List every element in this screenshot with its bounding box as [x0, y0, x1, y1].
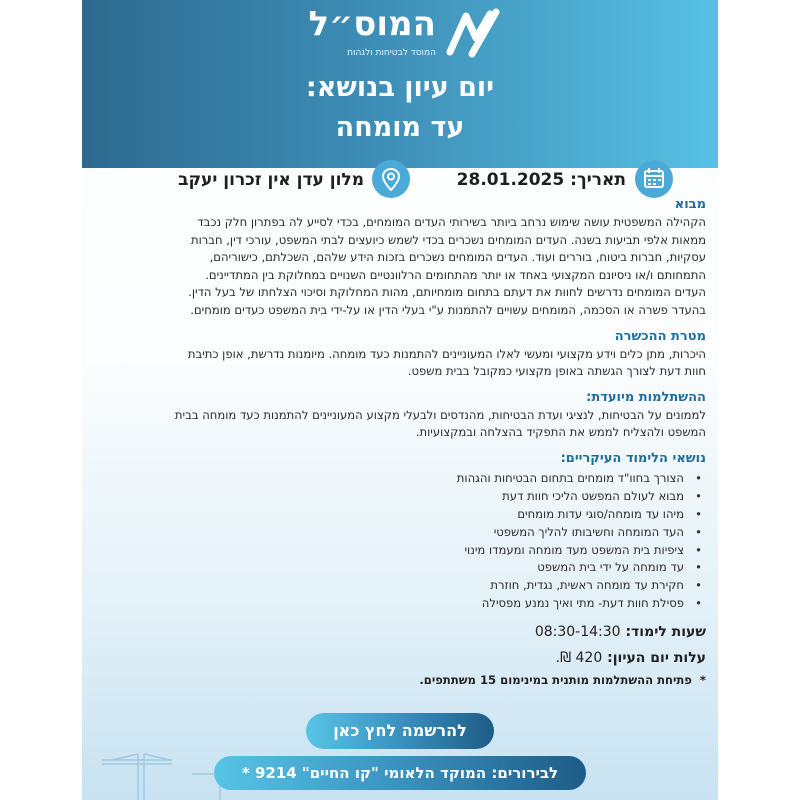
intro-heading: מבוא [674, 197, 706, 212]
topics-list [98, 470, 706, 613]
flyer-content [98, 196, 706, 689]
header-banner [82, 0, 718, 168]
audience-line: המשפט ולהצליח לממש את התפקיד בהצלחה ובמקצועיות. [415, 425, 706, 440]
brand-name: המוס״ל [308, 4, 436, 44]
inquiry-hotline-button[interactable]: לבירורים: המוקד הלאומי "קו החיים" 9214 * [214, 756, 586, 790]
event-location: מלון עדן אין זכרון יעקב [178, 170, 364, 190]
brand-tagline: המוסד לבטיחות ולגהות [347, 48, 436, 58]
topic-item: • העד המומחה וחשיבותו להליך המשפטי [98, 524, 684, 542]
goal-heading: מטרת ההכשרה [614, 328, 706, 344]
topic-item: • חקירת עד מומחה ראשית, נגדית, חוזרת [98, 577, 684, 595]
intro-line: התמחותם ו/או ניסיונם המקצועי באחד או יותר מהתחומים הרלוונטיים השנויים במחלוקת בין המתדיינים. [205, 267, 706, 282]
minimum-participants-note [98, 671, 706, 689]
event-title-line1: יום עיון בנושא: [305, 72, 495, 103]
logo-mark-icon [446, 8, 500, 58]
note-asterisk: * [699, 673, 706, 688]
intro-line: העדים המומחים נדרשים לחוות את דעתם בתחום מומחיותם, מהות המחלוקת וסיכוי הצלחתו של בעל הדין. [188, 285, 706, 300]
topic-item: • ציפיות בית המשפט מעד מומחה ומעמדו מינוי [98, 542, 684, 560]
study-hours [98, 621, 706, 643]
study-hours-label: שעות לימוד: [625, 624, 706, 641]
calendar-icon [635, 160, 673, 198]
goal-line: חוות דעת לצורך הגשתה באופן מקצועי כמקובל בבית משפט. [407, 364, 706, 379]
note-text: פתיחת ההשתלמות מותנית במינימום 15 משתתפים. [419, 673, 692, 688]
event-cost-value: 420 ₪. [555, 650, 603, 667]
event-cost-label: עלות יום העיון: [607, 650, 706, 667]
topic-item: • עד מומחה על ידי בית המשפט [98, 559, 684, 577]
map-pin-icon [372, 160, 410, 198]
intro-line: בהעדר פשרה או הסכמה, המומחים עשויים להתמנות ע"י בעלי הדין או על-ידי בית המשפט כעדים מומחים. [190, 302, 706, 317]
event-date: תאריך: 28.01.2025 [456, 170, 626, 190]
intro-line: עסקיות, חברות ביטוח, בוררים ועוד. העדים המומחים נשכרים בזכות הידע שלהם, השכלתם, כישוריהם, [209, 250, 706, 265]
audience-heading: ההשתלמות מיועדת: [586, 389, 706, 405]
brand-logo [300, 4, 500, 58]
topic-item: • פסילת חוות דעת- מתי ואיך נמנע מפסילה [98, 595, 684, 613]
intro-line: ממאות אלפי תביעות בשנה. העדים המומחים נשכרים בכדי לשמש כיועצים לבתי המשפט, עורכי דין, חברות [190, 232, 706, 247]
event-info-bar [82, 160, 718, 200]
topics-heading: נושאי הלימוד העיקריים: [560, 450, 706, 466]
intro-line: הקהילה המשפטית עושה שימוש נרחב ביותר בשירותי העדים המומחים, בכדי לסייע לה בפתרון חלק נכבד [197, 215, 706, 229]
topic-item: • מבוא לעולם המפשט הליכי חוות דעת [98, 488, 684, 506]
flyer [82, 0, 718, 800]
event-title-line2: עד מומחה [335, 112, 465, 143]
topic-item: • מיהו עד מומחה/סוגי עדות מומחים [98, 506, 684, 524]
audience-line: לממונים על הבטיחות, לנציגי ועדת הבטיחות, מהנדסים ולבעלי מקצוע המעוניינים להתמנות כעד מומחה בבית [174, 407, 706, 422]
study-hours-value: 08:30-14:30 [534, 624, 621, 641]
goal-line: היכרות, מתן כלים וידע מקצועי ומעשי לאלו המעוניינים להתמנות כעד מומחה. מיומנות נדרשת, אופן כתיבת [187, 346, 706, 361]
topic-item: • הצורך בחוו"ד מומחים בתחום הבטיחות והגהות [98, 470, 684, 488]
register-button[interactable]: להרשמה לחץ כאן [306, 713, 494, 749]
event-cost [98, 647, 706, 669]
